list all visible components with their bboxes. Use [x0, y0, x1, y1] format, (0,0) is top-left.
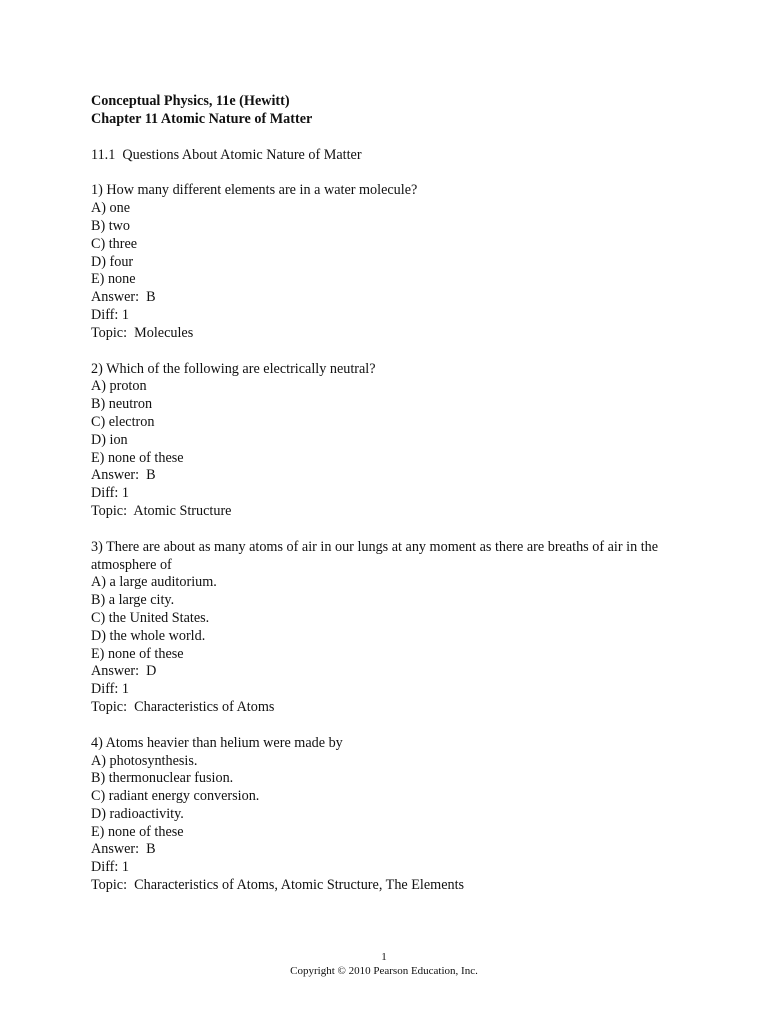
answer-option: E) none [91, 271, 136, 288]
page-number: 1 [381, 951, 387, 963]
page-content [91, 93, 711, 895]
question-4 [91, 735, 711, 895]
topic: Topic: Atomic Structure [91, 502, 232, 519]
answer-key: Answer: D [91, 663, 157, 680]
topic: Topic: Characteristics of Atoms, Atomic Structure, The Elements [91, 877, 465, 894]
answer-key: Answer: B [91, 289, 156, 306]
section-title: 11.1 Questions About Atomic Nature of Matter [91, 146, 362, 163]
question-2 [91, 361, 711, 521]
answer-key: Answer: B [91, 467, 156, 484]
answer-option: E) none of these [91, 645, 184, 662]
book-title: Conceptual Physics, 11e (Hewitt) [91, 93, 290, 109]
difficulty: Diff: 1 [91, 859, 129, 876]
topic: Topic: Molecules [91, 324, 194, 341]
answer-option: C) three [91, 235, 138, 252]
spacer [91, 343, 711, 361]
answer-option: E) none of these [91, 449, 184, 466]
spacer [91, 164, 711, 182]
answer-option: D) the whole world. [91, 627, 206, 644]
chapter-title: Chapter 11 Atomic Nature of Matter [91, 110, 313, 127]
answer-option: C) the United States. [91, 609, 210, 626]
difficulty: Diff: 1 [91, 681, 129, 698]
question-stem: 3) There are about as many atoms of air in our lungs at any moment as there are breaths of air in the atmosphere of [91, 538, 662, 573]
answer-key: Answer: B [91, 841, 156, 858]
question-stem: 2) Which of the following are electrically neutral? [91, 360, 376, 377]
topic: Topic: Characteristics of Atoms [91, 698, 275, 715]
answer-option: B) two [91, 217, 131, 234]
answer-option: B) neutron [91, 396, 153, 413]
answer-option: E) none of these [91, 823, 184, 840]
answer-option: C) radiant energy conversion. [91, 788, 260, 805]
question-1 [91, 182, 711, 342]
page-footer [0, 950, 768, 978]
question-stem: 1) How many different elements are in a water molecule? [91, 182, 418, 199]
question-3 [91, 539, 711, 717]
question-stem: 4) Atoms heavier than helium were made by [91, 734, 343, 751]
answer-option: A) one [91, 200, 131, 217]
spacer [91, 717, 711, 735]
answer-option: B) thermonuclear fusion. [91, 770, 234, 787]
difficulty: Diff: 1 [91, 485, 129, 502]
answer-option: D) ion [91, 431, 128, 448]
difficulty: Diff: 1 [91, 306, 129, 323]
answer-option: B) a large city. [91, 592, 175, 609]
answer-option: D) radioactivity. [91, 805, 184, 822]
answer-option: A) a large auditorium. [91, 574, 217, 591]
answer-option: D) four [91, 253, 134, 270]
answer-option: A) proton [91, 378, 147, 395]
copyright-notice: Copyright © 2010 Pearson Education, Inc. [290, 965, 478, 977]
answer-option: C) electron [91, 413, 155, 430]
spacer [91, 129, 711, 147]
answer-option: A) photosynthesis. [91, 752, 198, 769]
spacer [91, 521, 711, 539]
